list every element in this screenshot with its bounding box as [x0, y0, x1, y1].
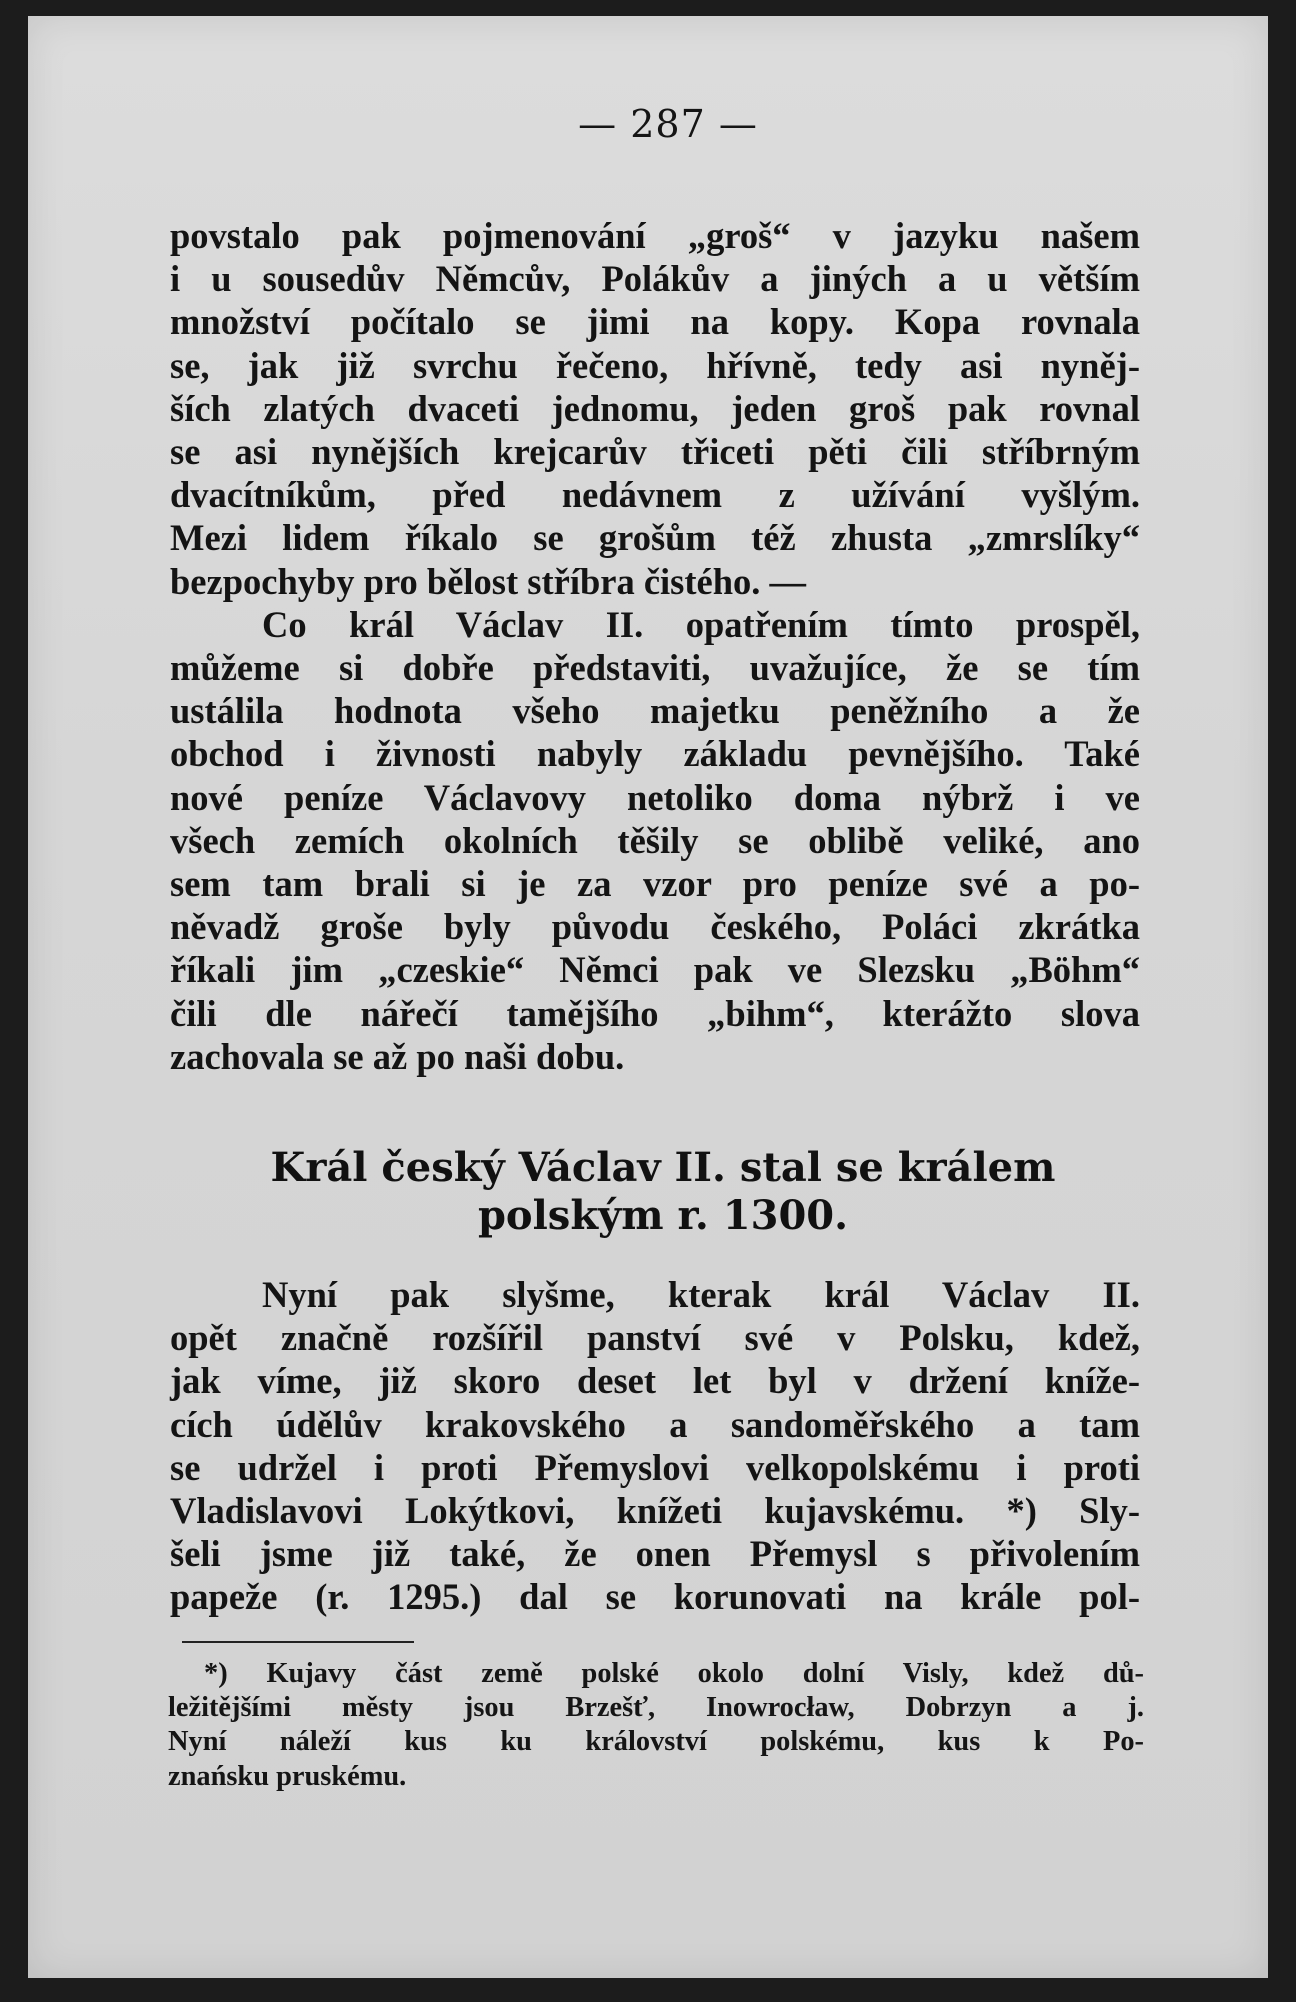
text-line: množství počítalo se jimi na kopy. Kopa rovnala: [170, 301, 1140, 343]
text-line: zachovala se až po naši dobu.: [170, 1035, 625, 1077]
body-text-top: [170, 214, 1140, 1078]
text-line: ustálila hodnota všeho majetku peněžního a že: [170, 690, 1140, 732]
text-line: povstalo pak pojmenování „groš“ v jazyku našem: [170, 215, 1140, 256]
text-line: něvadž groše byly původu českého, Poláci zkrátka: [170, 906, 1140, 948]
text-line: dvacítníkům, před nedávnem z užívání vyšlým.: [170, 474, 1140, 516]
text-line: papeže (r. 1295.) dal se korunovati na krále pol-: [170, 1576, 1140, 1618]
heading-line: Král český Václav II. stal se králem: [270, 1144, 1056, 1191]
text-line: ších zlatých dvaceti jednomu, jeden groš pak rovnal: [170, 387, 1140, 429]
text-line: i u sousedův Němcův, Polákův a jiných a u větším: [170, 258, 1140, 300]
text-line: nové peníze Václavovy netoliko doma nýbrž i ve: [170, 776, 1140, 818]
paragraph-start-line: Nyní pak slyšme, kterak král Václav II.: [262, 1274, 1140, 1315]
footnote: [168, 1657, 1144, 1794]
text-line: říkali jim „czeskie“ Němci pak ve Slezsku „Böhm“: [170, 949, 1140, 991]
text-line: obchod i živnosti nabyly základu pevnějšího. Také: [170, 733, 1140, 775]
text-line: jak víme, již skoro deset let byl v držení kníže-: [170, 1360, 1140, 1402]
text-line: sem tam brali si je za vzor pro peníze své a po-: [170, 863, 1140, 905]
page-number: — 287 —: [578, 102, 758, 146]
paragraph-start-line: Co král Václav II. opatřením tímto prospěl,: [262, 603, 1140, 645]
section-heading: [178, 1144, 1148, 1240]
footnote-line: Nyní náleží kus ku království polskému, kus k Po-: [168, 1726, 1144, 1758]
text-line: se, jak již svrchu řečeno, hřívně, tedy asi nyněj-: [170, 344, 1140, 386]
text-line: bezpochyby pro bělost stříbra čistého. —: [170, 560, 807, 602]
text-line: čili dle nářečí tamějšího „bihm“, kterážto slova: [170, 992, 1140, 1034]
text-line: Mezi lidem říkalo se grošům též zhusta „zmrslíky“: [170, 517, 1140, 559]
text-line: šeli jsme již také, že onen Přemysl s přivolením: [170, 1533, 1140, 1575]
footnote-line: ležitějšími městy jsou Brzešť, Inowrocław, Dobrzyn a j.: [168, 1692, 1144, 1724]
text-line: se udržel i proti Přemyslovi velkopolskému i proti: [170, 1446, 1140, 1488]
text-line: cích údělův krakovského a sandoměřského a tam: [170, 1403, 1140, 1445]
book-page: [28, 16, 1268, 1978]
footnote-line: *) Kujavy část země polské okolo dolní Visly, kdež dů-: [204, 1658, 1144, 1689]
heading-line: polským r. 1300.: [477, 1192, 849, 1239]
footnote-separator: [182, 1641, 414, 1643]
body-text-bottom: [170, 1273, 1140, 1619]
text-line: se asi nynějších krejcarův třiceti pěti čili stříbrným: [170, 431, 1140, 473]
text-line: všech zemích okolních těšily se oblibě veliké, ano: [170, 819, 1140, 861]
text-line: opět značně rozšířil panství své v Polsku, kdež,: [170, 1317, 1140, 1359]
footnote-line: znańsku pruskému.: [168, 1760, 407, 1792]
text-line: Vladislavovi Lokýtkovi, knížeti kujavskému. *) Sly-: [170, 1490, 1140, 1532]
text-line: můžeme si dobře představiti, uvažujíce, že se tím: [170, 647, 1140, 689]
